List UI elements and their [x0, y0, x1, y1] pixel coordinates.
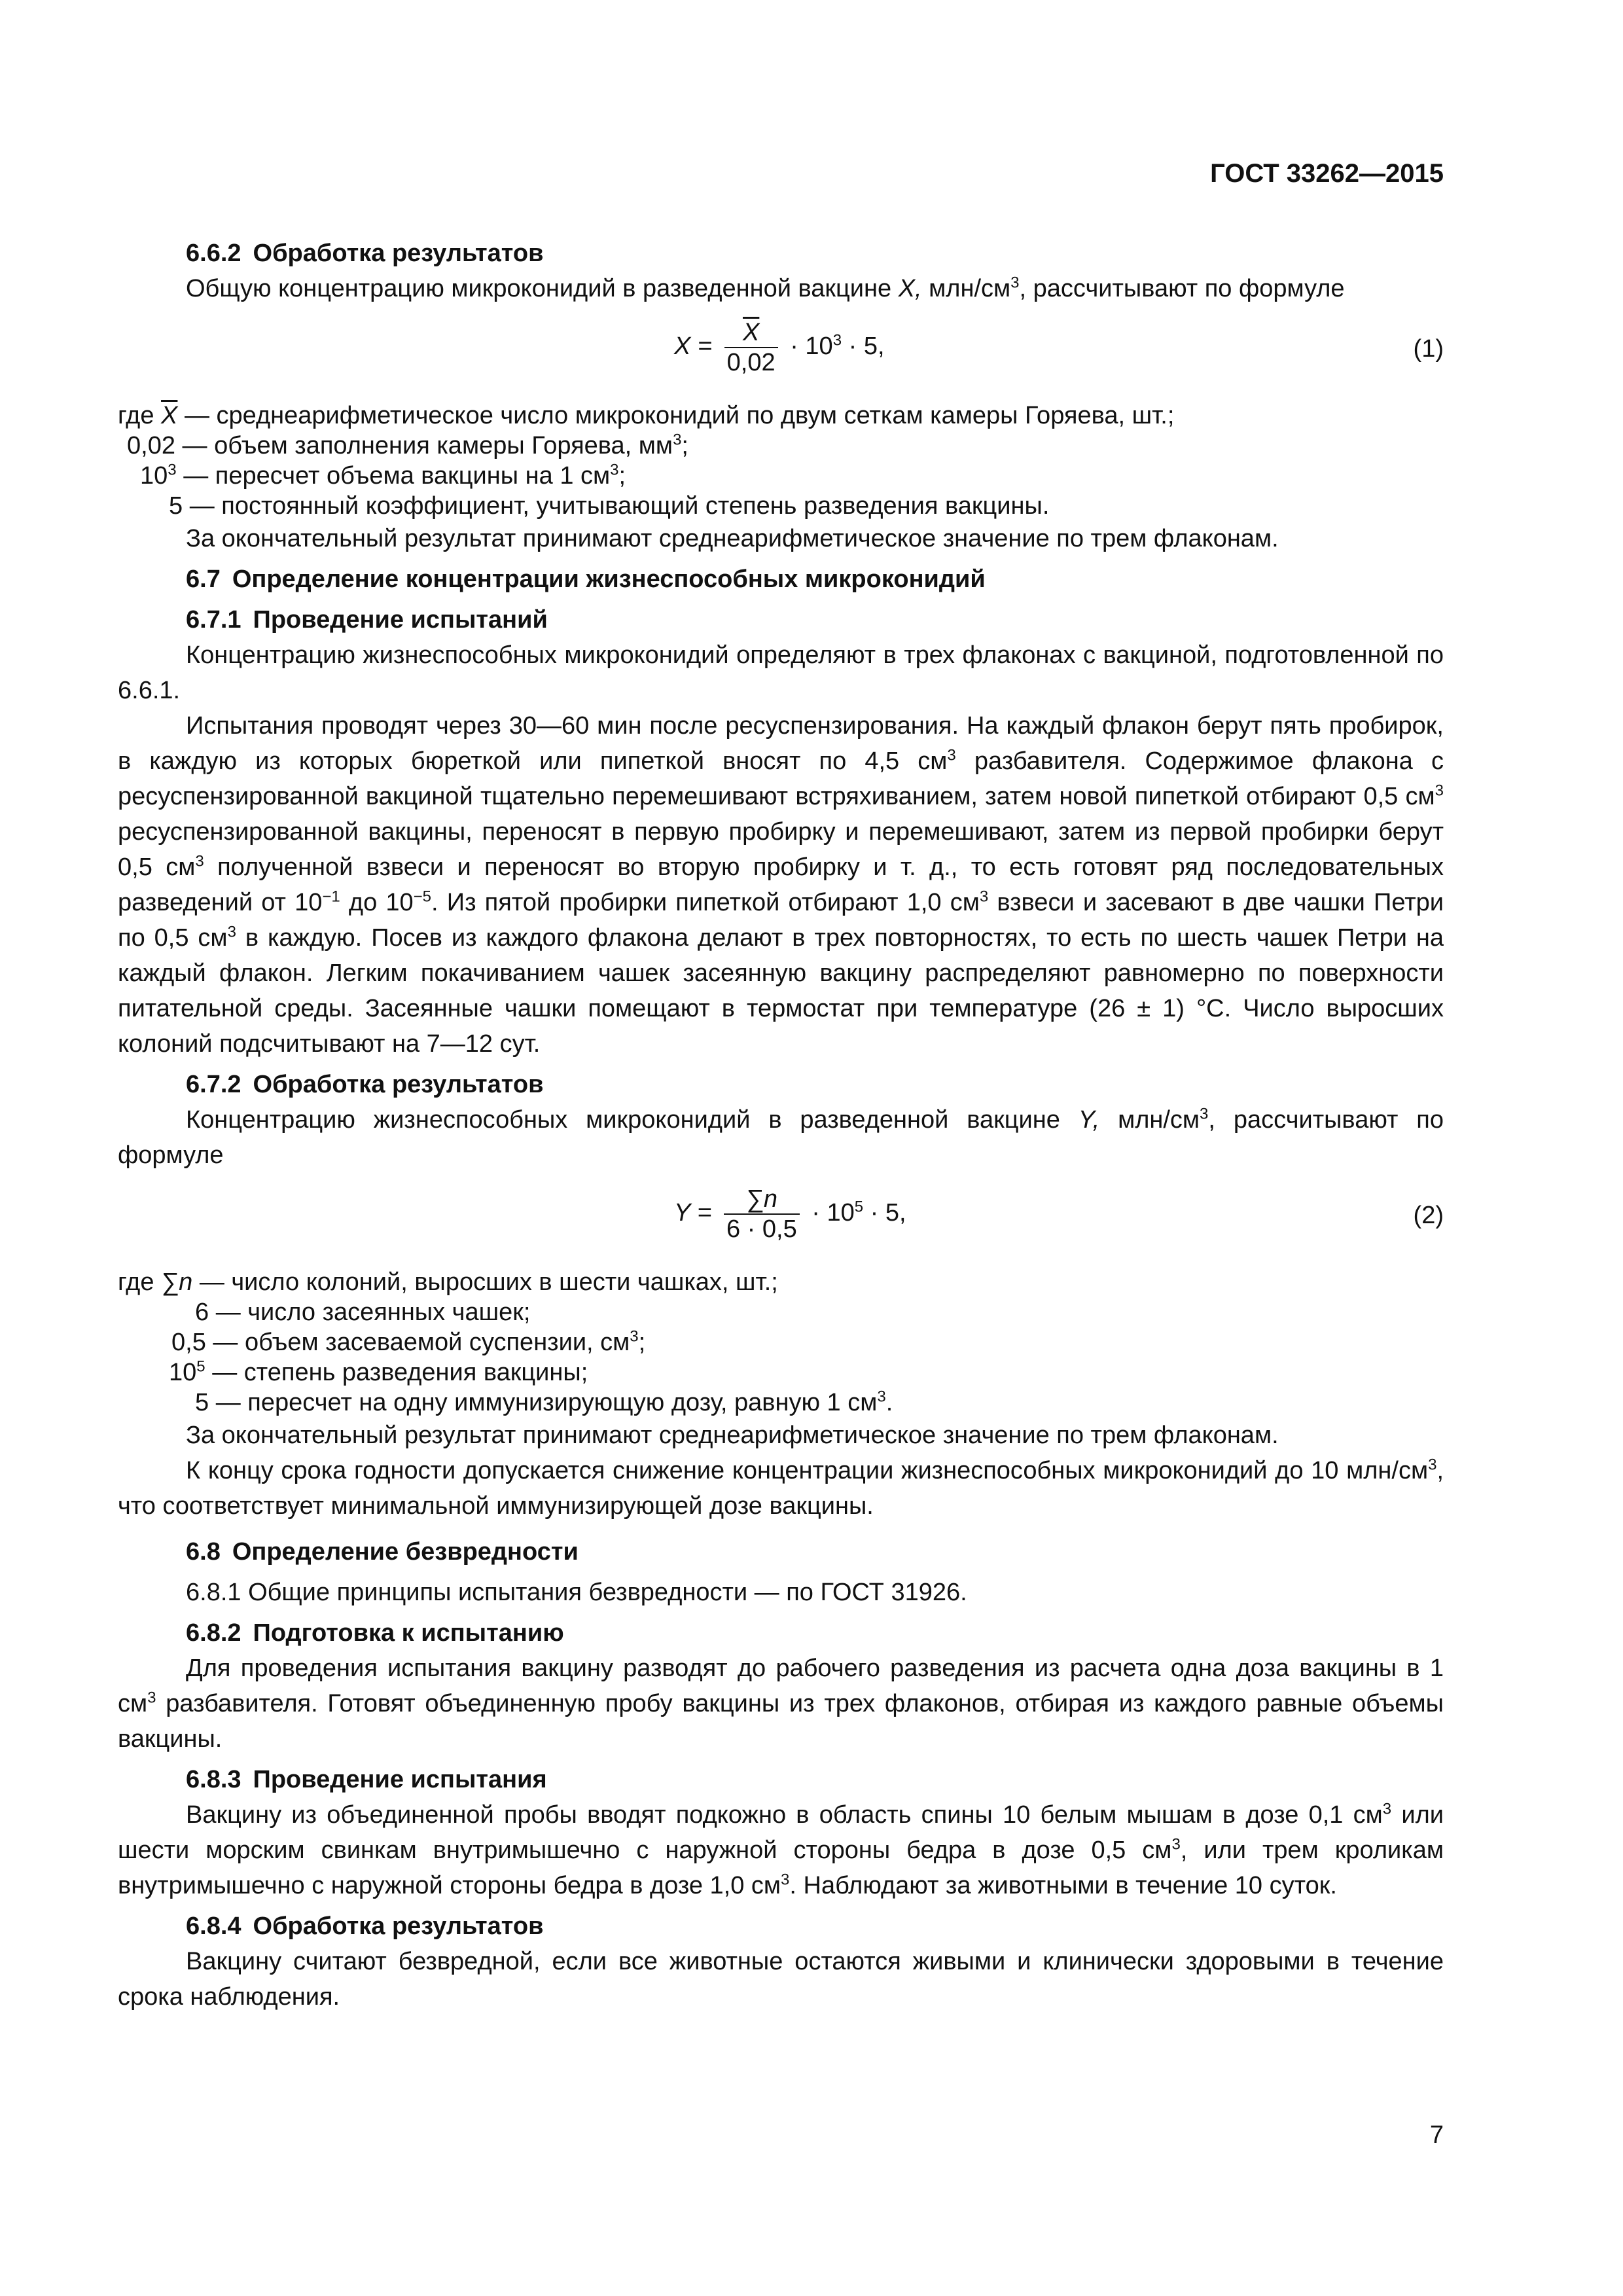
paragraph-6-6-2-intro: Общую концентрацию микроконидий в разведенной вакцине X, млн/$см^3$, рассчитывают по формуле [186, 274, 1345, 302]
section-heading-6-8-2: 6.8.2 Подготовка к испытанию [186, 1619, 564, 1647]
section-heading-6-8: 6.8 Определение безвредности [186, 1538, 579, 1566]
formula-2-legend [118, 1267, 1444, 1418]
formula-2-fraction: $\frac{\sum n}{6 \cdot 0,5}$ [724, 1185, 800, 1244]
legend-2-item-4: $10^5$ — степень разведения вакцины; [169, 1357, 588, 1386]
document-body [118, 230, 1444, 2015]
formula-1-expression: X = $\frac{\overline{X}}{0,02}$ · $10^3 \cdot 5$, [674, 319, 885, 376]
section-heading-6-6-2: 6.6.2 Обработка результатов [186, 240, 544, 267]
legend-1-item-1: где $\overline{X}$ — среднеарифметическое число микроконидий по двум сеткам камеры Горяева, шт.; [118, 402, 1175, 429]
legend-2-item-3: 0,5 — объем засеваемой суспензии, $см^3$; [171, 1327, 646, 1356]
formula-2-expression: Y = $\frac{\sum n}{6 \cdot 0,5}$ · $10^5 \cdot 5$, [674, 1185, 906, 1243]
formula-2-number: (2) [1413, 1202, 1444, 1229]
paragraph-6-7-2-intro: Концентрацию жизнеспособных микроконидий в разведенной вакцине Y, млн/$см^3$, рассчитывают по формуле [118, 1105, 1444, 1169]
legend-2-item-1: где ∑n — число колоний, выросших в шести чашках, шт.; [118, 1268, 778, 1296]
section-heading-6-7: 6.7 Определение концентрации жизнеспособных микроконидий [186, 565, 986, 593]
paragraph-6-7-2-final: За окончательный результат принимают среднеарифметическое значение по трем флаконам. [186, 1422, 1279, 1449]
paragraph-6-7-1-2: Испытания проводят через 30—60 мин после ресуспензирования. На каждый флакон берут пять пробирок, в каждую из которых бюреткой или пипеткой вносят по 4,5 $см^3$ разбавителя. Содержимое флакона с ресуспензированной вакциной тщательно перемешивают встряхиванием, затем новой пипеткой отбирают 0,5 $см^3$ ресуспензированной вакцины, переносят в первую пробирку и перемешивают, затем из первой пробирки берут 0,5 $см^3$ полученной взвеси и переносят во вторую пробирку и т. д., то есть готовят ряд последовательных разведений от $10^{-1}$ до $10^{-5}$. Из пятой пробирки пипеткой отбирают 1,0 $см^3$ взвеси и засевают в две чашки Петри по 0,5 $см^3$ в каждую. Посев из каждого флакона делают в трех повторностях, то есть по шесть чашек Петри на каждый флакон. Легким покачиванием чашек засеянную вакцину распределяют равномерно по поверхности питательной среды. Засеянные чашки помещают в термостат при температуре (26 ± 1) °С. Число выросших колоний подсчитывают на 7—12 сут. [118, 712, 1444, 1058]
section-heading-6-8-3: 6.8.3 Проведение испытания [186, 1766, 547, 1793]
section-heading-6-7-1: 6.7.1 Проведение испытаний [186, 606, 548, 634]
paragraph-6-6-2-final: За окончательный результат принимают среднеарифметическое значение по трем флаконам. [186, 525, 1279, 552]
legend-2-item-2: 6 — число засеянных чашек; [195, 1299, 531, 1326]
page-number: 7 [1429, 2121, 1444, 2149]
paragraph-6-8-3: Вакцину из объединенной пробы вводят подкожно в область спины 10 белым мышам в дозе 0,1 $см^3$ или шести морским свинкам внутримышечно с наружной стороны бедра в дозе 0,5 $см^3$, или трем кроликам внутримышечно с наружной стороны бедра в дозе 1,0 $см^3$. Наблюдают за животными в течение 10 суток. [118, 1800, 1444, 1899]
paragraph-6-7-2-end: К концу срока годности допускается снижение концентрации жизнеспособных микроконидий до 10 млн/$см^3$, что соответствует минимальной иммунизирующей дозе вакцины. [118, 1456, 1444, 1520]
paragraph-6-8-2: Для проведения испытания вакцину разводят до рабочего разведения из расчета одна доза вакцины в 1 $см^3$ разбавителя. Готовят объединенную пробу вакцины из трех флаконов, отбирая из каждого равные объемы вакцины. [118, 1655, 1444, 1753]
formula-1-fraction: $\frac{\overline{X}}{0,02}$ [724, 318, 778, 377]
formula-1-number: (1) [1413, 335, 1444, 363]
legend-1-item-2: 0,02 — объем заполнения камеры Горяева, $мм^3$; [127, 431, 688, 459]
formula-1 [118, 312, 1444, 395]
formula-1-legend [118, 401, 1444, 521]
paragraph-6-8-1: 6.8.1 Общие принципы испытания безвредности — по ГОСТ 31926. [186, 1579, 967, 1606]
paragraph-6-7-1-1: Концентрацию жизнеспособных микроконидий определяют в трех флаконах с вакциной, подготовленной по 6.6.1. [118, 641, 1444, 704]
formula-2 [118, 1178, 1444, 1262]
standard-number: ГОСТ 33262—2015 [1210, 159, 1444, 188]
paragraph-6-8-4: Вакцину считают безвредной, если все животные остаются живыми и клинически здоровыми в течение срока наблюдения. [118, 1948, 1444, 2011]
legend-2-item-5: 5 — пересчет на одну иммунизирующую дозу, равную 1 $см^3$. [195, 1388, 893, 1416]
section-heading-6-8-4: 6.8.4 Обработка результатов [186, 1912, 544, 1940]
legend-1-item-4: 5 — постоянный коэффициент, учитывающий степень разведения вакцины. [169, 492, 1050, 520]
section-heading-6-7-2: 6.7.2 Обработка результатов [186, 1071, 544, 1098]
legend-1-item-3: $10^3$ — пересчет объема вакцины на 1 $см^3$; [140, 461, 626, 490]
